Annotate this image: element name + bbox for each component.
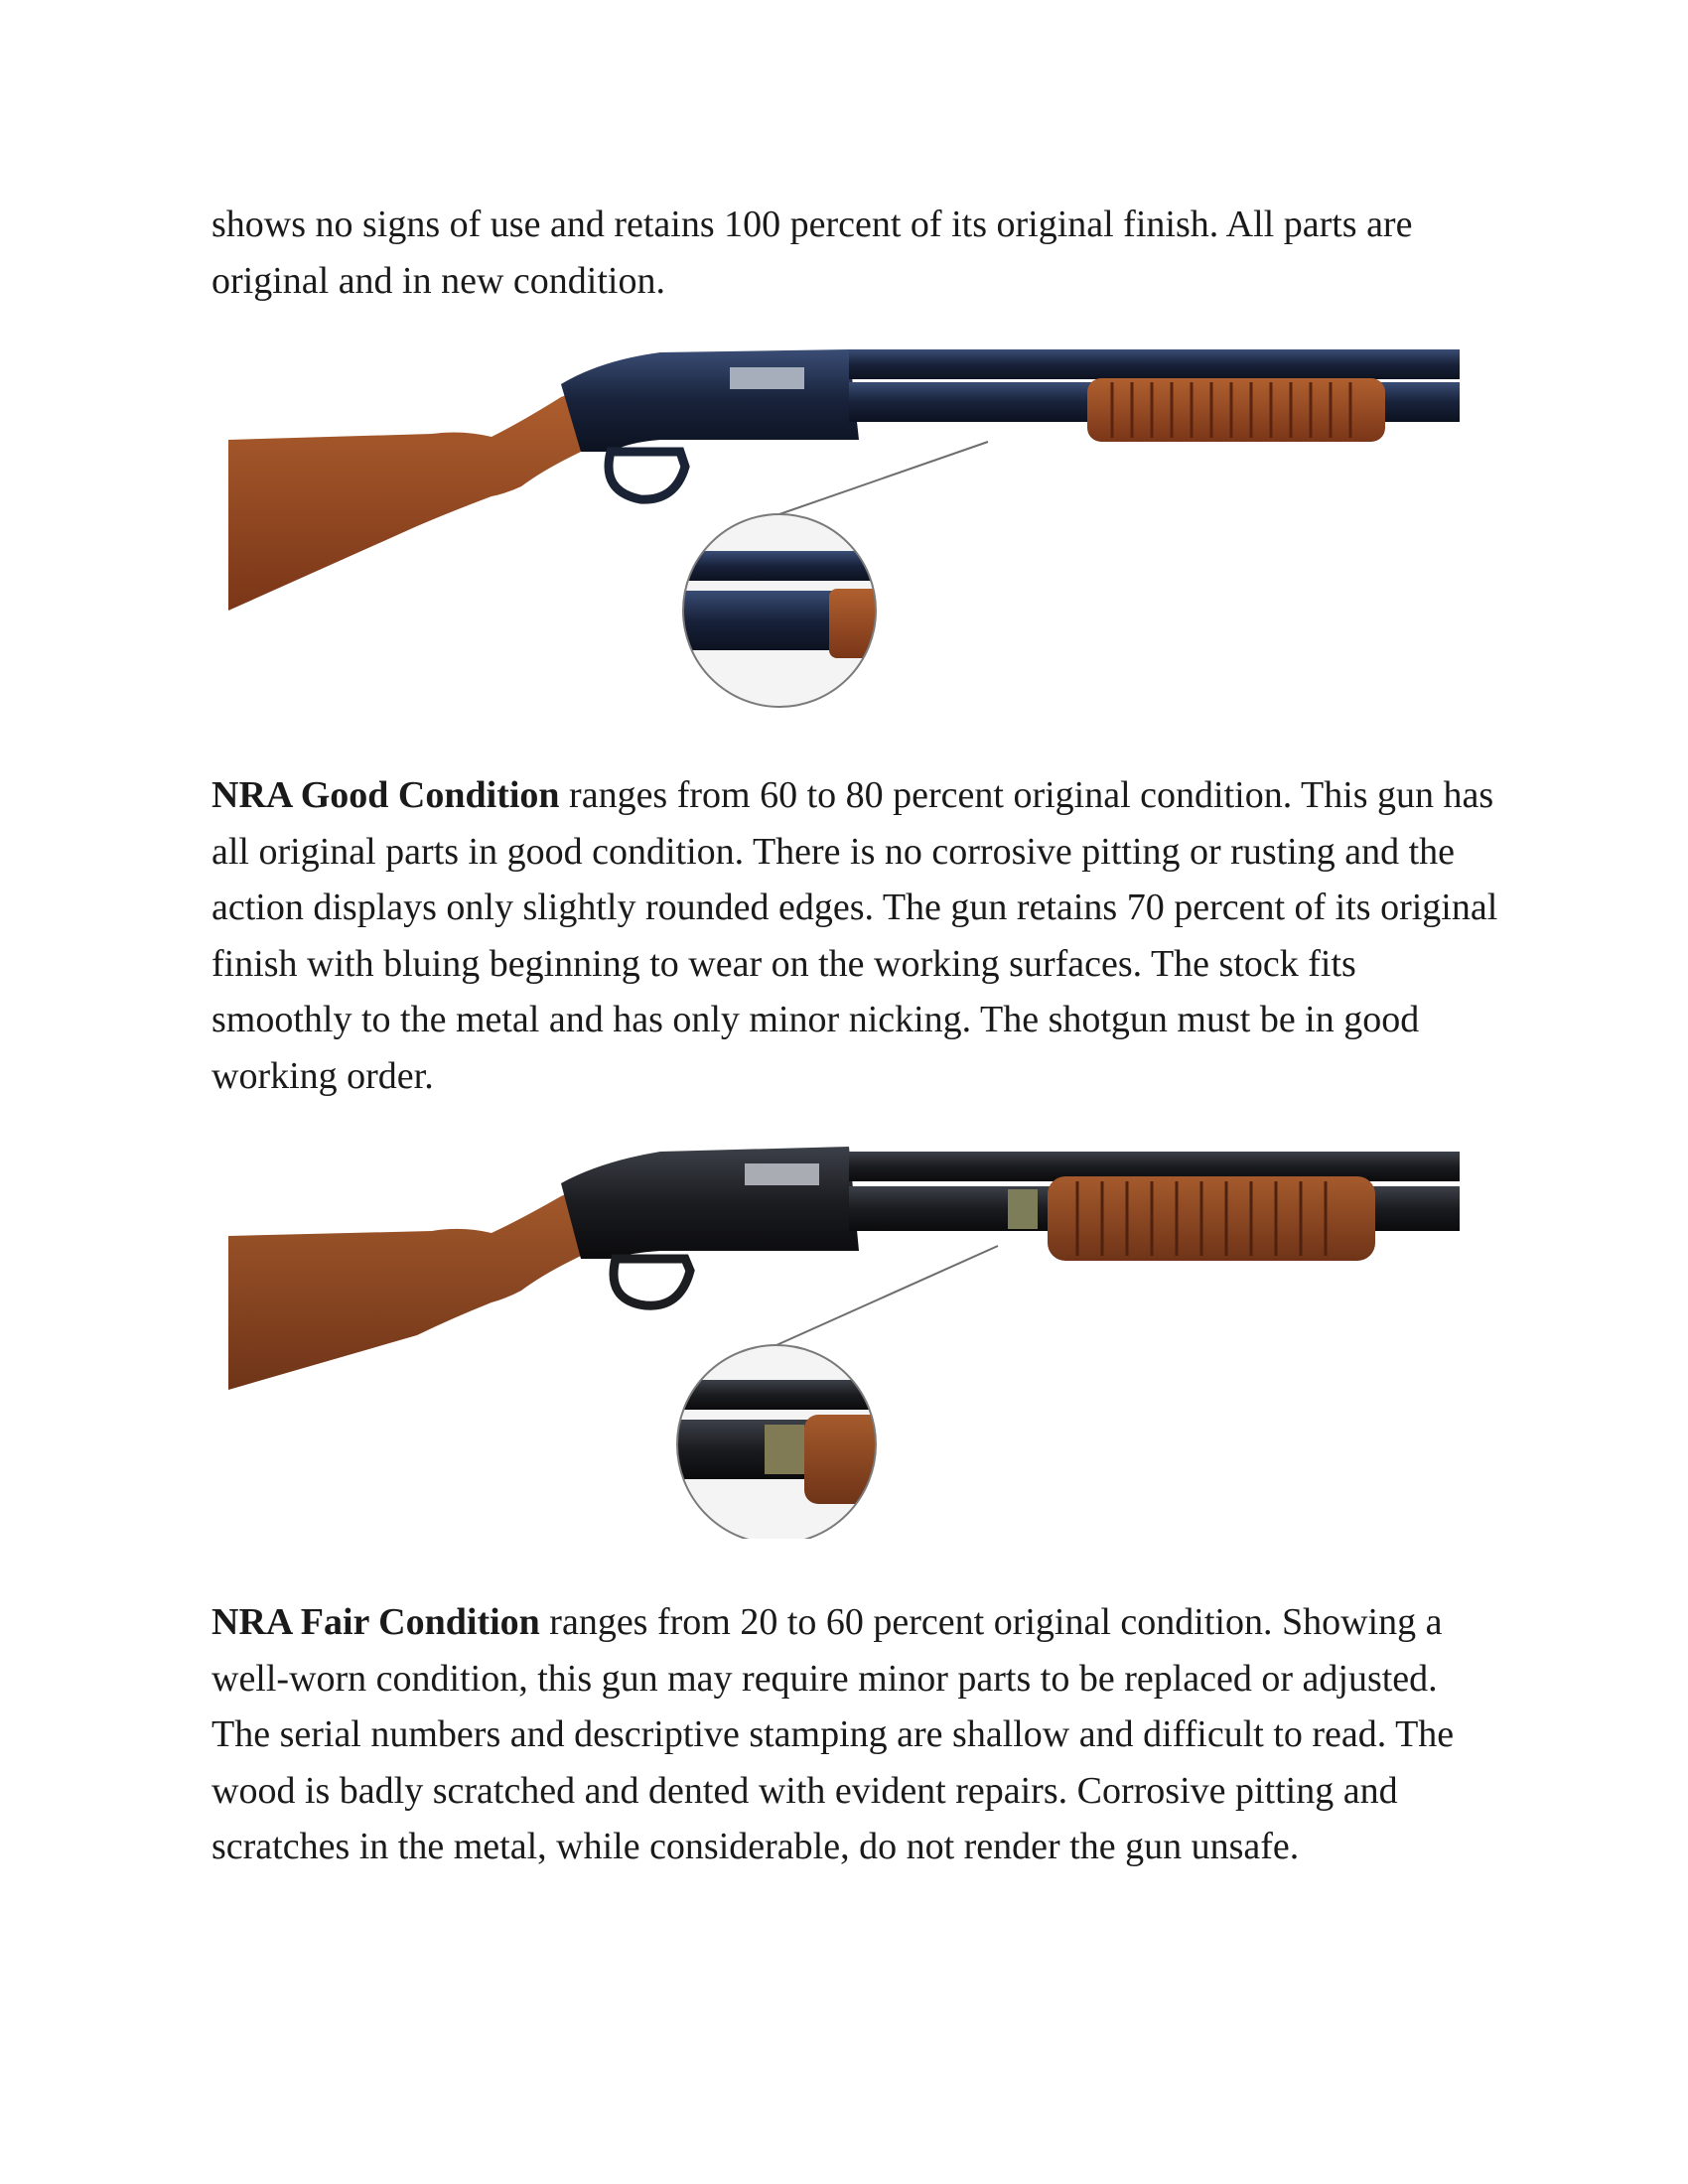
intro-paragraph (211, 197, 1502, 309)
leader-line (776, 1246, 998, 1345)
fair-condition-text: ranges from 20 to 60 percent original condition. Showing a well-worn condition, this gun may require minor parts to be replaced or adjusted. The serial numbers and descriptive stamping are shallow and difficult to read. The wood is badly scratched and dented with evident repairs. Corrosive pitting and scratches in the metal, while considerable, do not render the gun unsafe. (211, 1601, 1455, 1867)
shotgun-figure-good (223, 1142, 1465, 1539)
fair-condition-paragraph (211, 1594, 1502, 1875)
ejection-port (730, 367, 804, 389)
stock-shape (228, 1179, 611, 1390)
magazine-tube-detail-icon (675, 1345, 894, 1539)
good-condition-paragraph (211, 767, 1502, 1104)
stock-shape (228, 382, 611, 611)
leader-line (779, 442, 988, 514)
ejection-port (745, 1163, 819, 1185)
trigger-guard (614, 1259, 690, 1305)
shotgun-figure-excellent (223, 342, 1465, 730)
good-condition-heading: NRA Good Condition (211, 774, 560, 816)
trigger-guard (609, 452, 685, 499)
shotgun-photo-excellent-icon (223, 342, 1465, 730)
good-condition-text: ranges from 60 to 80 percent original condition. This gun has all original parts in good condition. There is no corrosive pitting or rusting and the action displays only slightly rounded edges. The gun retains 70 percent of its original finish with bluing beginning to wear on the working surfaces. The stock fits smoothly to the metal and has only minor nicking. The shotgun must be in good working order. (211, 774, 1498, 1097)
fair-condition-heading: NRA Fair Condition (211, 1601, 540, 1643)
barrel-shape (849, 349, 1460, 379)
receiver-shape (561, 349, 859, 452)
intro-text: shows no signs of use and retains 100 percent of its original finish. All parts are original and in new condition. (211, 204, 1413, 302)
shotgun-photo-good-icon (223, 1142, 1465, 1539)
magazine-worn-band (1008, 1189, 1038, 1229)
receiver-shape (561, 1147, 859, 1259)
